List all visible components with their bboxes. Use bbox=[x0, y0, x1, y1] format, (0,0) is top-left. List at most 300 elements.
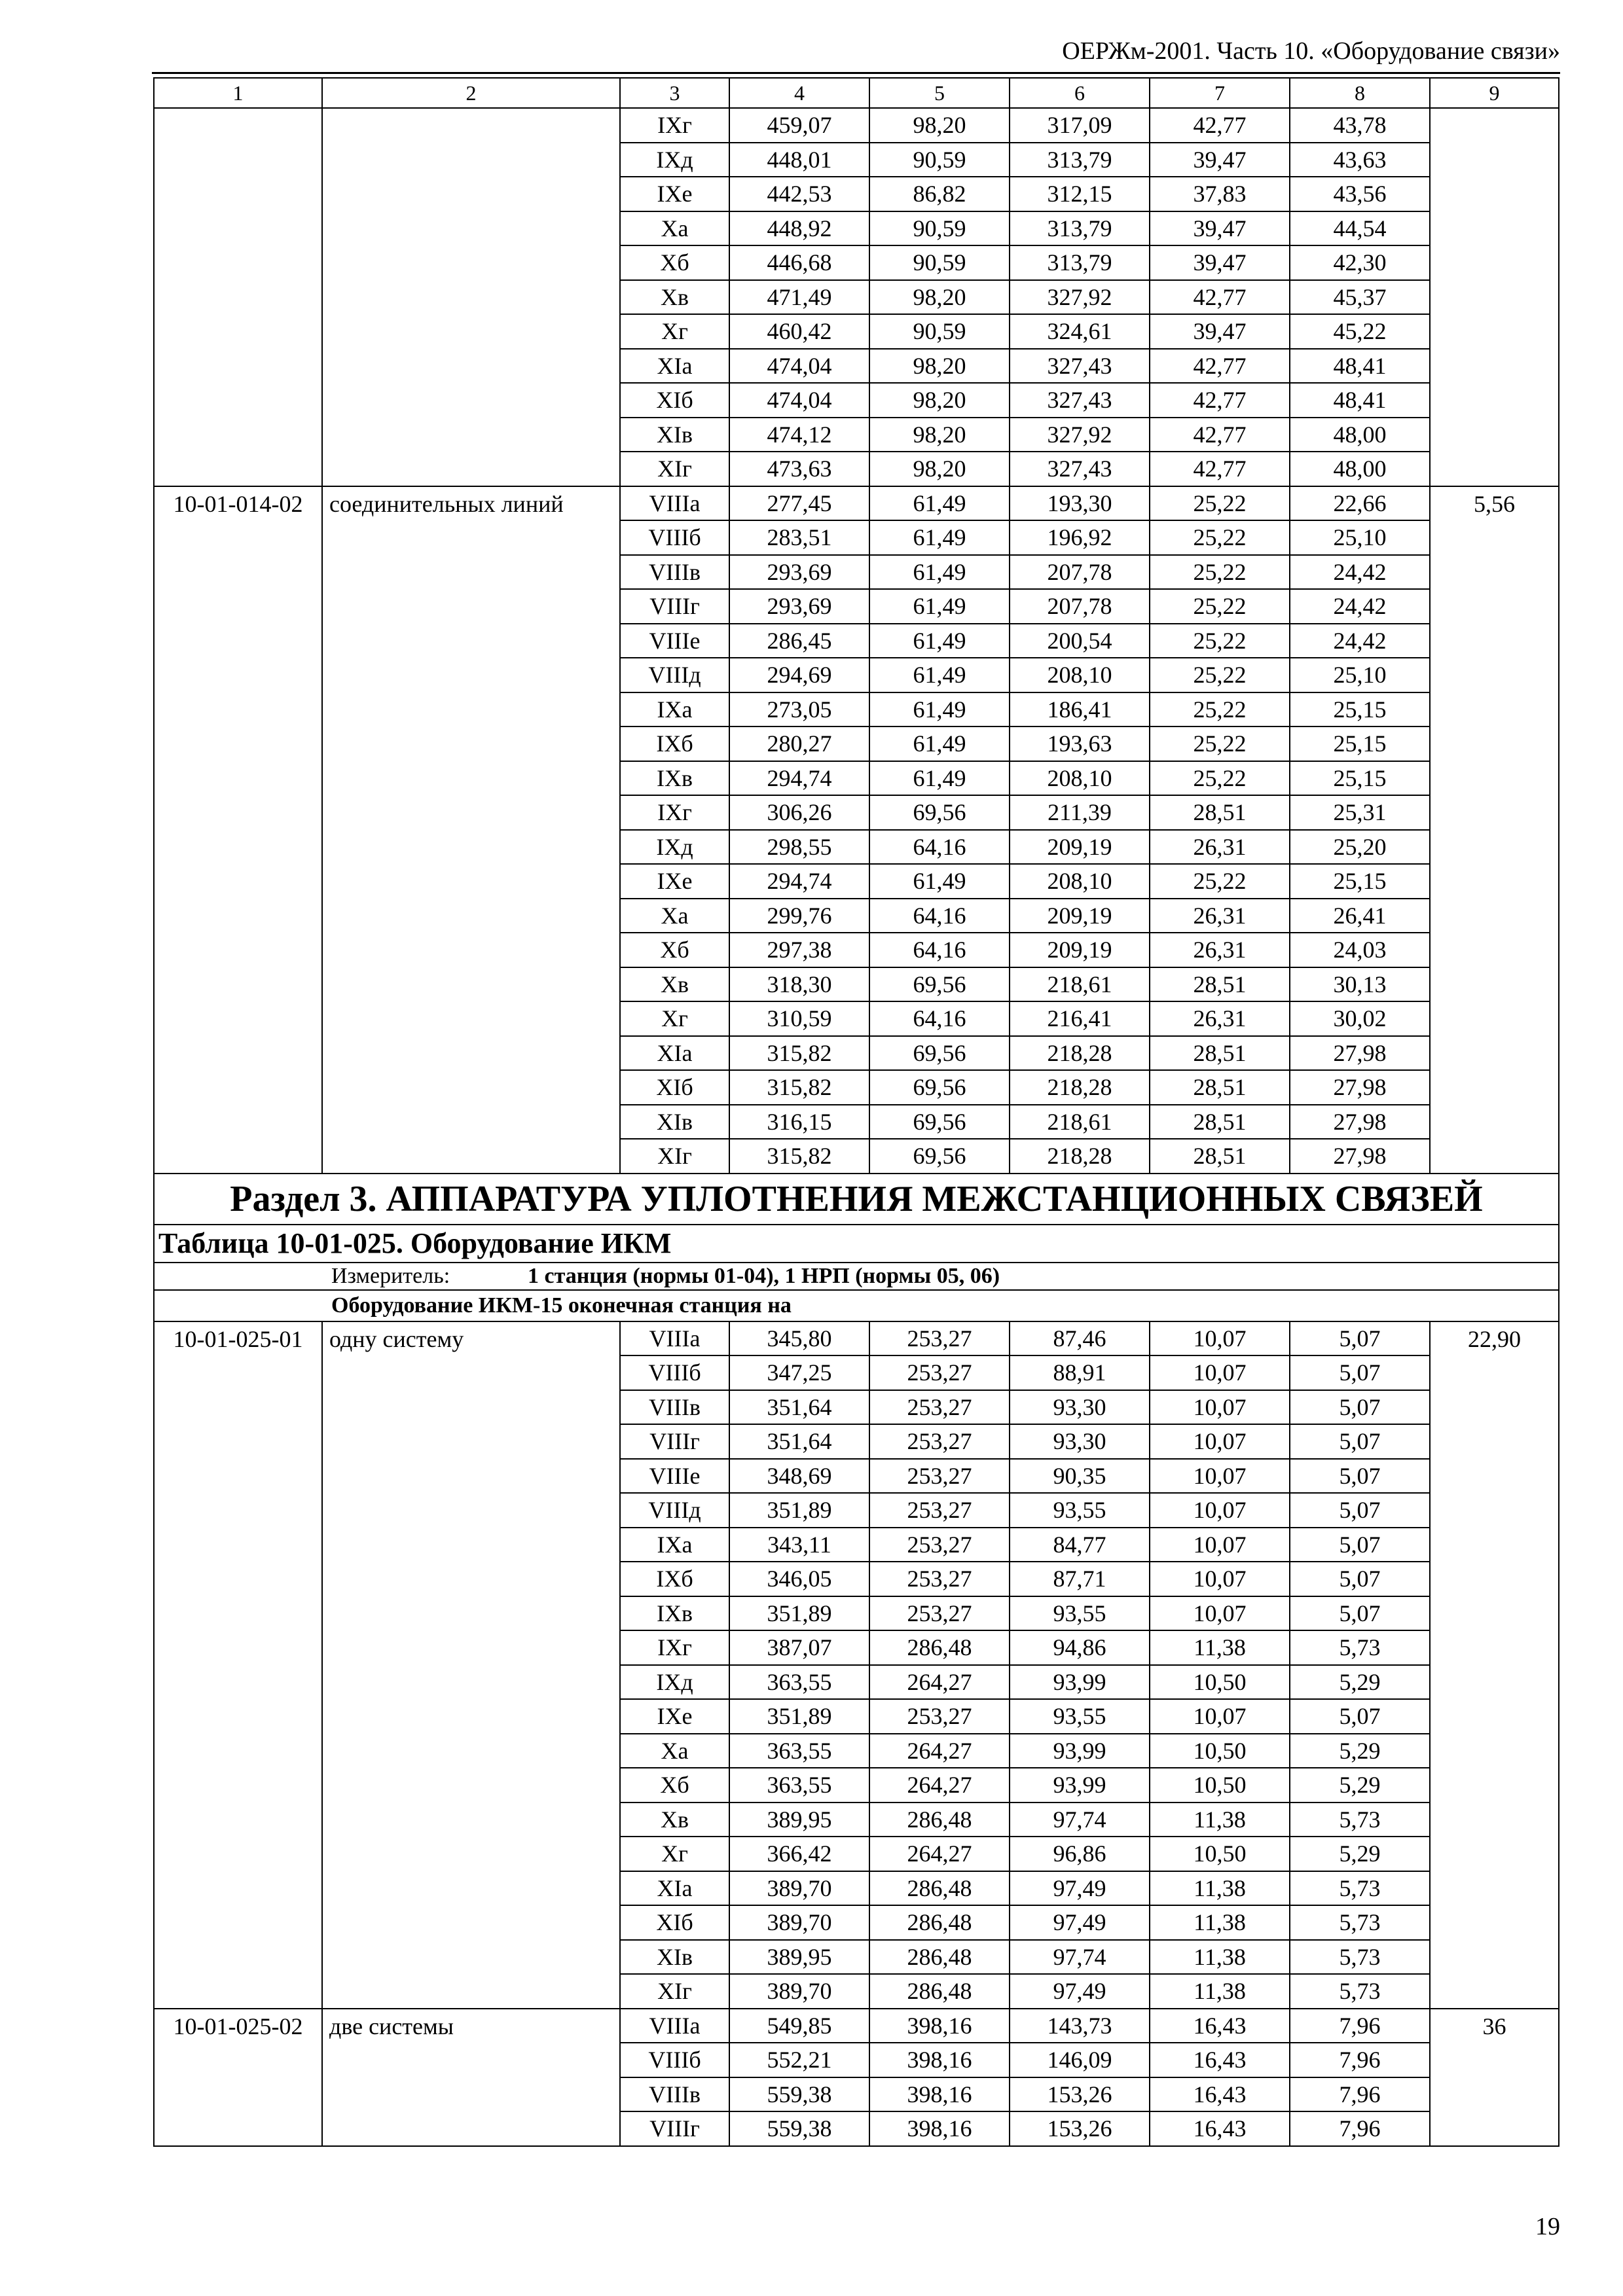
norm-name-cell: две системы bbox=[322, 2009, 620, 2146]
labor-wages-cell: 98,20 bbox=[869, 383, 1010, 418]
direct-costs-cell: 297,38 bbox=[729, 933, 869, 967]
norm-code-cell bbox=[154, 108, 322, 486]
machine-costs-cell: 211,39 bbox=[1010, 795, 1150, 830]
direct-costs-cell: 474,04 bbox=[729, 383, 869, 418]
resource-group-cell: IXд bbox=[620, 830, 729, 865]
labor-wages-cell: 61,49 bbox=[869, 555, 1010, 590]
direct-costs-cell: 351,89 bbox=[729, 1596, 869, 1631]
direct-costs-cell: 273,05 bbox=[729, 692, 869, 727]
materials-cell: 5,07 bbox=[1290, 1390, 1430, 1425]
direct-costs-cell: 298,55 bbox=[729, 830, 869, 865]
labor-wages-cell: 253,27 bbox=[869, 1493, 1010, 1528]
materials-cell: 24,42 bbox=[1290, 589, 1430, 624]
resource-group-cell: Xг bbox=[620, 1001, 729, 1036]
resource-group-cell: XIг bbox=[620, 452, 729, 486]
machinist-wages-cell: 10,50 bbox=[1150, 1837, 1290, 1871]
direct-costs-cell: 363,55 bbox=[729, 1665, 869, 1700]
norms-table bbox=[153, 77, 1559, 2147]
materials-cell: 5,29 bbox=[1290, 1768, 1430, 1803]
machinist-wages-cell: 42,77 bbox=[1150, 108, 1290, 143]
norm-code-cell: 10-01-014-02 bbox=[154, 486, 322, 1174]
norm-name-cell bbox=[322, 108, 620, 486]
materials-cell: 42,30 bbox=[1290, 245, 1430, 280]
materials-cell: 24,42 bbox=[1290, 624, 1430, 658]
resource-group-cell: VIIIе bbox=[620, 1459, 729, 1494]
direct-costs-cell: 343,11 bbox=[729, 1528, 869, 1562]
labor-wages-cell: 286,48 bbox=[869, 1871, 1010, 1906]
machinist-wages-cell: 10,07 bbox=[1150, 1528, 1290, 1562]
machine-costs-cell: 193,63 bbox=[1010, 726, 1150, 761]
resource-group-cell: IXе bbox=[620, 177, 729, 211]
direct-costs-cell: 559,38 bbox=[729, 2077, 869, 2112]
table-title-row bbox=[154, 1225, 1559, 1263]
direct-costs-cell: 363,55 bbox=[729, 1734, 869, 1768]
machine-costs-cell: 313,79 bbox=[1010, 143, 1150, 177]
materials-cell: 45,22 bbox=[1290, 314, 1430, 349]
direct-costs-cell: 306,26 bbox=[729, 795, 869, 830]
machine-costs-cell: 209,19 bbox=[1010, 933, 1150, 967]
resource-group-cell: Xв bbox=[620, 967, 729, 1002]
machinist-wages-cell: 10,07 bbox=[1150, 1596, 1290, 1631]
extra-value-cell: 22,90 bbox=[1430, 1321, 1559, 2009]
direct-costs-cell: 387,07 bbox=[729, 1630, 869, 1665]
direct-costs-cell: 280,27 bbox=[729, 726, 869, 761]
direct-costs-cell: 294,69 bbox=[729, 658, 869, 692]
table-row bbox=[154, 108, 1559, 143]
machine-costs-cell: 327,43 bbox=[1010, 349, 1150, 384]
resource-group-cell: IXг bbox=[620, 108, 729, 143]
resource-group-cell: IXе bbox=[620, 1699, 729, 1734]
labor-wages-cell: 98,20 bbox=[869, 418, 1010, 452]
machinist-wages-cell: 42,77 bbox=[1150, 280, 1290, 315]
machine-costs-cell: 97,49 bbox=[1010, 1871, 1150, 1906]
direct-costs-cell: 442,53 bbox=[729, 177, 869, 211]
resource-group-cell: VIIIб bbox=[620, 1355, 729, 1390]
direct-costs-cell: 318,30 bbox=[729, 967, 869, 1002]
machine-costs-cell: 97,49 bbox=[1010, 1974, 1150, 2009]
table-row bbox=[154, 486, 1559, 521]
materials-cell: 25,15 bbox=[1290, 692, 1430, 727]
machinist-wages-cell: 16,43 bbox=[1150, 2077, 1290, 2112]
labor-wages-cell: 61,49 bbox=[869, 589, 1010, 624]
materials-cell: 5,73 bbox=[1290, 1803, 1430, 1837]
labor-wages-cell: 69,56 bbox=[869, 967, 1010, 1002]
resource-group-cell: VIIIа bbox=[620, 2009, 729, 2043]
resource-group-cell: XIв bbox=[620, 1105, 729, 1139]
machinist-wages-cell: 25,22 bbox=[1150, 589, 1290, 624]
resource-group-cell: IXе bbox=[620, 864, 729, 899]
machinist-wages-cell: 42,77 bbox=[1150, 418, 1290, 452]
labor-wages-cell: 264,27 bbox=[869, 1665, 1010, 1700]
machine-costs-cell: 93,55 bbox=[1010, 1493, 1150, 1528]
machinist-wages-cell: 26,31 bbox=[1150, 830, 1290, 865]
direct-costs-cell: 474,12 bbox=[729, 418, 869, 452]
machinist-wages-cell: 39,47 bbox=[1150, 314, 1290, 349]
resource-group-cell: Xа bbox=[620, 1734, 729, 1768]
machinist-wages-cell: 28,51 bbox=[1150, 795, 1290, 830]
materials-cell: 48,41 bbox=[1290, 349, 1430, 384]
resource-group-cell: VIIIг bbox=[620, 2111, 729, 2146]
table-title: Таблица 10-01-025. Оборудование ИКМ bbox=[154, 1225, 1559, 1263]
labor-wages-cell: 64,16 bbox=[869, 933, 1010, 967]
resource-group-cell: XIв bbox=[620, 1940, 729, 1975]
column-number: 4 bbox=[729, 78, 869, 108]
materials-cell: 25,31 bbox=[1290, 795, 1430, 830]
resource-group-cell: Xб bbox=[620, 245, 729, 280]
page-number: 19 bbox=[1535, 2213, 1560, 2240]
labor-wages-cell: 286,48 bbox=[869, 1940, 1010, 1975]
direct-costs-cell: 293,69 bbox=[729, 555, 869, 590]
labor-wages-cell: 253,27 bbox=[869, 1699, 1010, 1734]
machinist-wages-cell: 11,38 bbox=[1150, 1803, 1290, 1837]
machinist-wages-cell: 10,50 bbox=[1150, 1734, 1290, 1768]
machinist-wages-cell: 37,83 bbox=[1150, 177, 1290, 211]
machine-costs-cell: 218,28 bbox=[1010, 1139, 1150, 1174]
labor-wages-cell: 286,48 bbox=[869, 1905, 1010, 1940]
resource-group-cell: Xа bbox=[620, 211, 729, 246]
norm-name-cell: одну систему bbox=[322, 1321, 620, 2009]
subheading-row bbox=[154, 1290, 1559, 1321]
resource-group-cell: VIIIг bbox=[620, 1424, 729, 1459]
direct-costs-cell: 310,59 bbox=[729, 1001, 869, 1036]
machine-costs-cell: 93,30 bbox=[1010, 1390, 1150, 1425]
labor-wages-cell: 286,48 bbox=[869, 1974, 1010, 2009]
materials-cell: 25,15 bbox=[1290, 864, 1430, 899]
labor-wages-cell: 286,48 bbox=[869, 1630, 1010, 1665]
materials-cell: 5,07 bbox=[1290, 1699, 1430, 1734]
machine-costs-cell: 93,99 bbox=[1010, 1665, 1150, 1700]
machinist-wages-cell: 39,47 bbox=[1150, 245, 1290, 280]
resource-group-cell: XIа bbox=[620, 1036, 729, 1071]
labor-wages-cell: 90,59 bbox=[869, 143, 1010, 177]
extra-value-cell: 5,56 bbox=[1430, 486, 1559, 1174]
labor-wages-cell: 398,16 bbox=[869, 2009, 1010, 2043]
resource-group-cell: VIIIб bbox=[620, 520, 729, 555]
direct-costs-cell: 351,64 bbox=[729, 1390, 869, 1425]
machine-costs-cell: 87,71 bbox=[1010, 1562, 1150, 1596]
labor-wages-cell: 90,59 bbox=[869, 314, 1010, 349]
direct-costs-cell: 459,07 bbox=[729, 108, 869, 143]
machine-costs-cell: 186,41 bbox=[1010, 692, 1150, 727]
machine-costs-cell: 153,26 bbox=[1010, 2077, 1150, 2112]
labor-wages-cell: 253,27 bbox=[869, 1459, 1010, 1494]
machine-costs-cell: 208,10 bbox=[1010, 761, 1150, 796]
labor-wages-cell: 61,49 bbox=[869, 692, 1010, 727]
materials-cell: 5,07 bbox=[1290, 1528, 1430, 1562]
machinist-wages-cell: 10,07 bbox=[1150, 1355, 1290, 1390]
materials-cell: 25,10 bbox=[1290, 658, 1430, 692]
machinist-wages-cell: 25,22 bbox=[1150, 555, 1290, 590]
machine-costs-cell: 84,77 bbox=[1010, 1528, 1150, 1562]
resource-group-cell: XIв bbox=[620, 418, 729, 452]
materials-cell: 27,98 bbox=[1290, 1139, 1430, 1174]
resource-group-cell: Xг bbox=[620, 1837, 729, 1871]
machinist-wages-cell: 25,22 bbox=[1150, 726, 1290, 761]
machine-costs-cell: 209,19 bbox=[1010, 899, 1150, 933]
labor-wages-cell: 61,49 bbox=[869, 624, 1010, 658]
direct-costs-cell: 277,45 bbox=[729, 486, 869, 521]
machinist-wages-cell: 39,47 bbox=[1150, 211, 1290, 246]
resource-group-cell: Xв bbox=[620, 1803, 729, 1837]
labor-wages-cell: 98,20 bbox=[869, 452, 1010, 486]
labor-wages-cell: 61,49 bbox=[869, 864, 1010, 899]
table-row bbox=[154, 1321, 1559, 1356]
resource-group-cell: Xб bbox=[620, 1768, 729, 1803]
machinist-wages-cell: 26,31 bbox=[1150, 899, 1290, 933]
labor-wages-cell: 64,16 bbox=[869, 830, 1010, 865]
direct-costs-cell: 286,45 bbox=[729, 624, 869, 658]
materials-cell: 48,41 bbox=[1290, 383, 1430, 418]
resource-group-cell: Xг bbox=[620, 314, 729, 349]
materials-cell: 25,15 bbox=[1290, 726, 1430, 761]
materials-cell: 5,29 bbox=[1290, 1734, 1430, 1768]
resource-group-cell: IXб bbox=[620, 726, 729, 761]
resource-group-cell: Xб bbox=[620, 933, 729, 967]
column-number: 2 bbox=[322, 78, 620, 108]
machine-costs-cell: 143,73 bbox=[1010, 2009, 1150, 2043]
meter-cell bbox=[154, 1263, 1559, 1290]
materials-cell: 7,96 bbox=[1290, 2077, 1430, 2112]
machine-costs-cell: 327,92 bbox=[1010, 418, 1150, 452]
materials-cell: 5,73 bbox=[1290, 1905, 1430, 1940]
materials-cell: 30,13 bbox=[1290, 967, 1430, 1002]
resource-group-cell: IXг bbox=[620, 795, 729, 830]
machinist-wages-cell: 28,51 bbox=[1150, 1139, 1290, 1174]
labor-wages-cell: 398,16 bbox=[869, 2043, 1010, 2077]
materials-cell: 44,54 bbox=[1290, 211, 1430, 246]
labor-wages-cell: 69,56 bbox=[869, 1139, 1010, 1174]
materials-cell: 48,00 bbox=[1290, 452, 1430, 486]
column-number: 7 bbox=[1150, 78, 1290, 108]
direct-costs-cell: 471,49 bbox=[729, 280, 869, 315]
labor-wages-cell: 253,27 bbox=[869, 1390, 1010, 1425]
machine-costs-cell: 93,55 bbox=[1010, 1596, 1150, 1631]
machinist-wages-cell: 26,31 bbox=[1150, 933, 1290, 967]
materials-cell: 5,07 bbox=[1290, 1596, 1430, 1631]
machine-costs-cell: 208,10 bbox=[1010, 864, 1150, 899]
norm-name-cell: соединительных линий bbox=[322, 486, 620, 1174]
direct-costs-cell: 351,64 bbox=[729, 1424, 869, 1459]
labor-wages-cell: 253,27 bbox=[869, 1562, 1010, 1596]
resource-group-cell: IXв bbox=[620, 1596, 729, 1631]
labor-wages-cell: 69,56 bbox=[869, 1036, 1010, 1071]
direct-costs-cell: 559,38 bbox=[729, 2111, 869, 2146]
materials-cell: 5,07 bbox=[1290, 1459, 1430, 1494]
meter-value: 1 станция (нормы 01-04), 1 НРП (нормы 05, 06) bbox=[528, 1263, 1000, 1288]
materials-cell: 5,73 bbox=[1290, 1974, 1430, 2009]
direct-costs-cell: 346,05 bbox=[729, 1562, 869, 1596]
machine-costs-cell: 88,91 bbox=[1010, 1355, 1150, 1390]
machine-costs-cell: 193,30 bbox=[1010, 486, 1150, 521]
machine-costs-cell: 200,54 bbox=[1010, 624, 1150, 658]
materials-cell: 5,29 bbox=[1290, 1837, 1430, 1871]
machine-costs-cell: 90,35 bbox=[1010, 1459, 1150, 1494]
materials-cell: 5,73 bbox=[1290, 1630, 1430, 1665]
resource-group-cell: IXб bbox=[620, 1562, 729, 1596]
machine-costs-cell: 208,10 bbox=[1010, 658, 1150, 692]
column-number: 5 bbox=[869, 78, 1010, 108]
column-number: 6 bbox=[1010, 78, 1150, 108]
direct-costs-cell: 552,21 bbox=[729, 2043, 869, 2077]
direct-costs-cell: 389,95 bbox=[729, 1803, 869, 1837]
norm-code-cell: 10-01-025-01 bbox=[154, 1321, 322, 2009]
labor-wages-cell: 264,27 bbox=[869, 1734, 1010, 1768]
direct-costs-cell: 363,55 bbox=[729, 1768, 869, 1803]
materials-cell: 22,66 bbox=[1290, 486, 1430, 521]
resource-group-cell: XIб bbox=[620, 1070, 729, 1105]
machinist-wages-cell: 28,51 bbox=[1150, 1070, 1290, 1105]
labor-wages-cell: 253,27 bbox=[869, 1528, 1010, 1562]
machinist-wages-cell: 10,07 bbox=[1150, 1562, 1290, 1596]
machine-costs-cell: 327,43 bbox=[1010, 452, 1150, 486]
labor-wages-cell: 90,59 bbox=[869, 211, 1010, 246]
labor-wages-cell: 98,20 bbox=[869, 280, 1010, 315]
header-rule bbox=[152, 72, 1560, 74]
materials-cell: 5,07 bbox=[1290, 1562, 1430, 1596]
section-heading-row bbox=[154, 1174, 1559, 1225]
materials-cell: 5,07 bbox=[1290, 1493, 1430, 1528]
direct-costs-cell: 315,82 bbox=[729, 1070, 869, 1105]
resource-group-cell: XIб bbox=[620, 383, 729, 418]
labor-wages-cell: 253,27 bbox=[869, 1321, 1010, 1356]
extra-value-cell bbox=[1430, 108, 1559, 486]
resource-group-cell: VIIIе bbox=[620, 624, 729, 658]
machinist-wages-cell: 42,77 bbox=[1150, 452, 1290, 486]
resource-group-cell: Xв bbox=[620, 280, 729, 315]
labor-wages-cell: 253,27 bbox=[869, 1596, 1010, 1631]
resource-group-cell: XIа bbox=[620, 349, 729, 384]
machine-costs-cell: 196,92 bbox=[1010, 520, 1150, 555]
machine-costs-cell: 207,78 bbox=[1010, 589, 1150, 624]
machine-costs-cell: 218,61 bbox=[1010, 1105, 1150, 1139]
resource-group-cell: VIIIд bbox=[620, 1493, 729, 1528]
resource-group-cell: XIб bbox=[620, 1905, 729, 1940]
machinist-wages-cell: 11,38 bbox=[1150, 1974, 1290, 2009]
resource-group-cell: VIIIб bbox=[620, 2043, 729, 2077]
direct-costs-cell: 448,01 bbox=[729, 143, 869, 177]
labor-wages-cell: 398,16 bbox=[869, 2111, 1010, 2146]
resource-group-cell: VIIIа bbox=[620, 486, 729, 521]
materials-cell: 27,98 bbox=[1290, 1105, 1430, 1139]
machine-costs-cell: 93,55 bbox=[1010, 1699, 1150, 1734]
labor-wages-cell: 86,82 bbox=[869, 177, 1010, 211]
direct-costs-cell: 446,68 bbox=[729, 245, 869, 280]
labor-wages-cell: 69,56 bbox=[869, 1105, 1010, 1139]
machine-costs-cell: 216,41 bbox=[1010, 1001, 1150, 1036]
direct-costs-cell: 389,70 bbox=[729, 1871, 869, 1906]
machinist-wages-cell: 10,07 bbox=[1150, 1321, 1290, 1356]
direct-costs-cell: 345,80 bbox=[729, 1321, 869, 1356]
direct-costs-cell: 366,42 bbox=[729, 1837, 869, 1871]
materials-cell: 25,20 bbox=[1290, 830, 1430, 865]
machine-costs-cell: 313,79 bbox=[1010, 211, 1150, 246]
direct-costs-cell: 316,15 bbox=[729, 1105, 869, 1139]
machinist-wages-cell: 28,51 bbox=[1150, 967, 1290, 1002]
machinist-wages-cell: 10,07 bbox=[1150, 1459, 1290, 1494]
meter-label: Измеритель: bbox=[331, 1263, 450, 1288]
meter-row bbox=[154, 1263, 1559, 1290]
direct-costs-cell: 299,76 bbox=[729, 899, 869, 933]
direct-costs-cell: 294,74 bbox=[729, 864, 869, 899]
machinist-wages-cell: 16,43 bbox=[1150, 2009, 1290, 2043]
direct-costs-cell: 351,89 bbox=[729, 1699, 869, 1734]
machinist-wages-cell: 25,22 bbox=[1150, 658, 1290, 692]
materials-cell: 27,98 bbox=[1290, 1070, 1430, 1105]
labor-wages-cell: 61,49 bbox=[869, 520, 1010, 555]
machinist-wages-cell: 25,22 bbox=[1150, 864, 1290, 899]
machinist-wages-cell: 25,22 bbox=[1150, 624, 1290, 658]
machine-costs-cell: 218,28 bbox=[1010, 1036, 1150, 1071]
resource-group-cell: VIIIг bbox=[620, 589, 729, 624]
machinist-wages-cell: 42,77 bbox=[1150, 383, 1290, 418]
labor-wages-cell: 61,49 bbox=[869, 761, 1010, 796]
machinist-wages-cell: 16,43 bbox=[1150, 2043, 1290, 2077]
machine-costs-cell: 97,49 bbox=[1010, 1905, 1150, 1940]
labor-wages-cell: 253,27 bbox=[869, 1424, 1010, 1459]
labor-wages-cell: 398,16 bbox=[869, 2077, 1010, 2112]
direct-costs-cell: 389,95 bbox=[729, 1940, 869, 1975]
machinist-wages-cell: 11,38 bbox=[1150, 1905, 1290, 1940]
direct-costs-cell: 294,74 bbox=[729, 761, 869, 796]
machine-costs-cell: 93,99 bbox=[1010, 1734, 1150, 1768]
labor-wages-cell: 264,27 bbox=[869, 1768, 1010, 1803]
direct-costs-cell: 315,82 bbox=[729, 1036, 869, 1071]
machine-costs-cell: 207,78 bbox=[1010, 555, 1150, 590]
machinist-wages-cell: 10,50 bbox=[1150, 1665, 1290, 1700]
machine-costs-cell: 93,99 bbox=[1010, 1768, 1150, 1803]
materials-cell: 24,03 bbox=[1290, 933, 1430, 967]
machinist-wages-cell: 25,22 bbox=[1150, 761, 1290, 796]
labor-wages-cell: 90,59 bbox=[869, 245, 1010, 280]
labor-wages-cell: 286,48 bbox=[869, 1803, 1010, 1837]
resource-group-cell: IXв bbox=[620, 761, 729, 796]
machine-costs-cell: 87,46 bbox=[1010, 1321, 1150, 1356]
labor-wages-cell: 69,56 bbox=[869, 1070, 1010, 1105]
resource-group-cell: IXа bbox=[620, 692, 729, 727]
machine-costs-cell: 97,74 bbox=[1010, 1940, 1150, 1975]
machine-costs-cell: 153,26 bbox=[1010, 2111, 1150, 2146]
resource-group-cell: XIг bbox=[620, 1139, 729, 1174]
materials-cell: 5,07 bbox=[1290, 1355, 1430, 1390]
materials-cell: 27,98 bbox=[1290, 1036, 1430, 1071]
direct-costs-cell: 283,51 bbox=[729, 520, 869, 555]
labor-wages-cell: 61,49 bbox=[869, 658, 1010, 692]
column-number-row bbox=[154, 78, 1559, 108]
resource-group-cell: VIIIд bbox=[620, 658, 729, 692]
resource-group-cell: IXд bbox=[620, 143, 729, 177]
materials-cell: 43,63 bbox=[1290, 143, 1430, 177]
machine-costs-cell: 327,92 bbox=[1010, 280, 1150, 315]
machine-costs-cell: 97,74 bbox=[1010, 1803, 1150, 1837]
resource-group-cell: VIIIв bbox=[620, 2077, 729, 2112]
direct-costs-cell: 460,42 bbox=[729, 314, 869, 349]
machinist-wages-cell: 28,51 bbox=[1150, 1105, 1290, 1139]
column-number: 3 bbox=[620, 78, 729, 108]
machine-costs-cell: 209,19 bbox=[1010, 830, 1150, 865]
machine-costs-cell: 313,79 bbox=[1010, 245, 1150, 280]
resource-group-cell: VIIIа bbox=[620, 1321, 729, 1356]
resource-group-cell: VIIIв bbox=[620, 555, 729, 590]
labor-wages-cell: 253,27 bbox=[869, 1355, 1010, 1390]
extra-value-cell: 36 bbox=[1430, 2009, 1559, 2146]
machine-costs-cell: 94,86 bbox=[1010, 1630, 1150, 1665]
machinist-wages-cell: 39,47 bbox=[1150, 143, 1290, 177]
materials-cell: 45,37 bbox=[1290, 280, 1430, 315]
machinist-wages-cell: 10,07 bbox=[1150, 1699, 1290, 1734]
machinist-wages-cell: 25,22 bbox=[1150, 520, 1290, 555]
materials-cell: 5,07 bbox=[1290, 1321, 1430, 1356]
machinist-wages-cell: 28,51 bbox=[1150, 1036, 1290, 1071]
